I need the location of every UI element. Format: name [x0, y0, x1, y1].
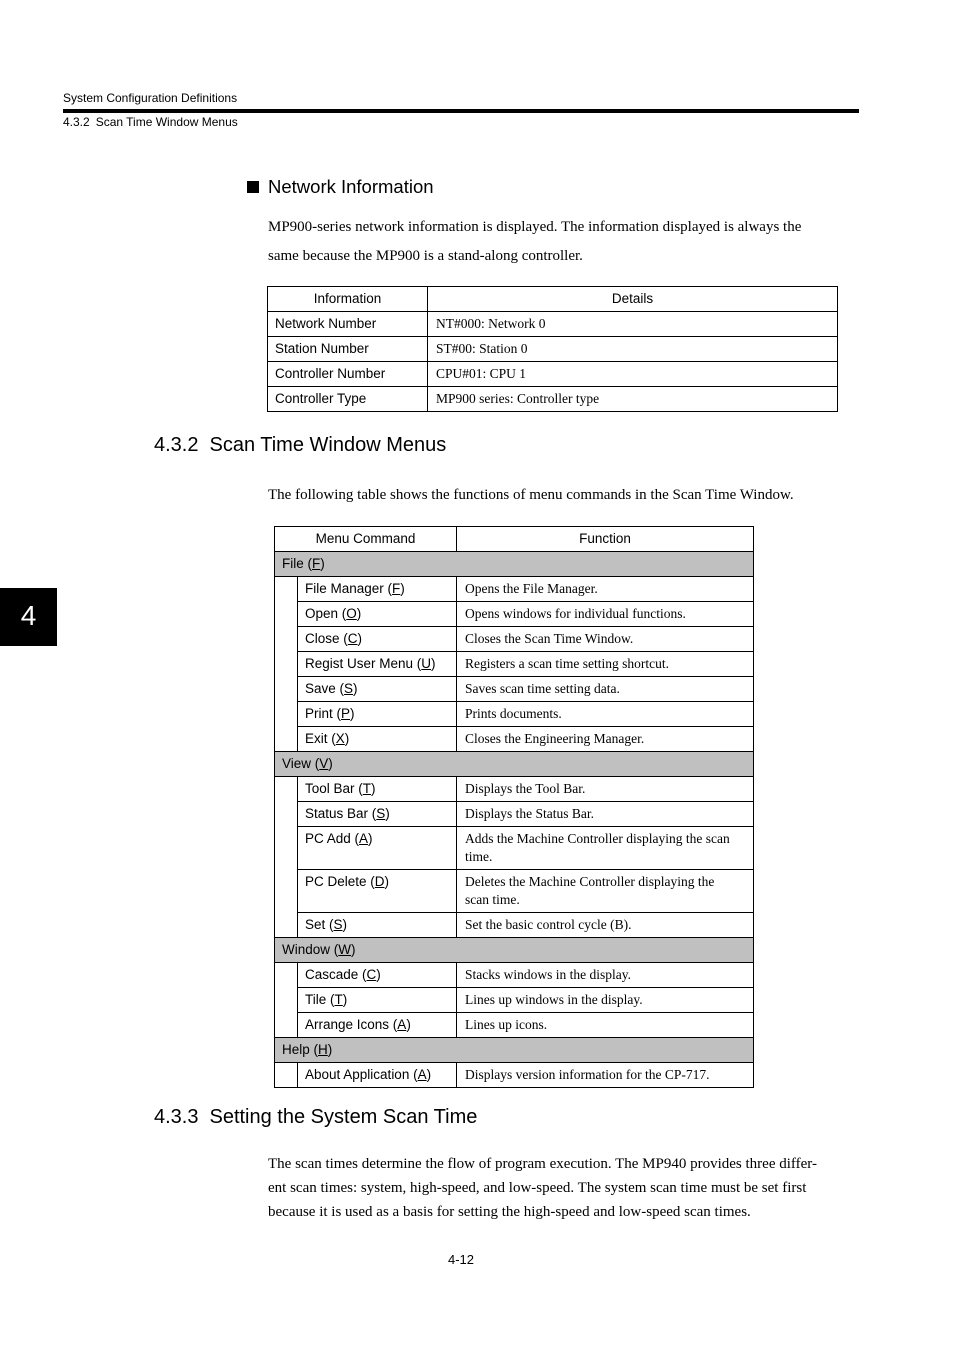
access-key-letter: C	[347, 631, 358, 646]
table-row	[268, 312, 838, 337]
access-key-letter: D	[374, 874, 385, 889]
label-text: About Application (	[305, 1067, 418, 1082]
menu-item-row	[275, 727, 754, 752]
info-value-cell: ST#00: Station 0	[428, 337, 838, 362]
menu-group-row	[275, 552, 754, 577]
menu-command-cell	[298, 1013, 457, 1038]
menu-function-line: Registers a scan time setting shortcut.	[465, 656, 669, 671]
access-key-letter: H	[318, 1042, 328, 1057]
menu-function-line: Lines up windows in the display.	[465, 992, 643, 1007]
label-text: Close (	[305, 631, 348, 646]
label-text: PC Add (	[305, 831, 360, 846]
paragraph-line: ent scan times: system, high-speed, and low-speed. The system scan time must be set first	[268, 1180, 807, 1196]
access-key-letter: W	[338, 942, 352, 957]
label-text: File (	[282, 556, 312, 571]
label-text: Regist User Menu (	[305, 656, 422, 671]
menu-indent-cell	[275, 963, 298, 1038]
label-text: )	[368, 831, 373, 846]
scan-time-paragraph	[268, 1152, 817, 1224]
network-info-heading: Network Information	[268, 176, 434, 197]
access-key-letter: C	[366, 967, 377, 982]
access-key-letter: A	[397, 1017, 407, 1032]
section-title: Scan Time Window Menus	[209, 434, 447, 456]
page-number: 4-12	[447, 1252, 475, 1267]
label-text: )	[384, 874, 390, 889]
info-label-cell: Network Number	[268, 312, 428, 337]
menu-function-cell	[457, 963, 754, 988]
menu-function-cell	[457, 627, 754, 652]
menu-command-cell	[298, 702, 457, 727]
label-text: )	[385, 806, 390, 821]
label-text: )	[353, 681, 358, 696]
label-text: Exit (	[305, 731, 336, 746]
menu-function-line: Opens windows for individual functions.	[465, 606, 686, 621]
section-number: 4.3.2	[154, 434, 199, 456]
label-text: )	[351, 942, 356, 957]
info-value-cell: CPU#01: CPU 1	[428, 362, 838, 387]
label-text: Set (	[305, 917, 334, 932]
label-text: Print (	[305, 706, 342, 721]
access-key-letter: S	[333, 917, 343, 932]
menu-item-row	[275, 802, 754, 827]
menu-item-row	[275, 870, 754, 913]
menu-function-line: Displays version information for the CP-717.	[465, 1067, 710, 1082]
menu-item-row	[275, 913, 754, 938]
menu-item-row	[275, 988, 754, 1013]
menu-intro-paragraph: The following table shows the functions of menu commands in the Scan Time Window.	[268, 487, 794, 503]
access-key-letter: A	[359, 831, 369, 846]
label-text: Cascade (	[305, 967, 367, 982]
table-row	[268, 362, 838, 387]
label-text: )	[357, 631, 363, 646]
running-header-chapter: System Configuration Definitions	[63, 91, 238, 105]
menu-function-line: scan time.	[465, 892, 520, 907]
access-key-letter: T	[362, 781, 372, 796]
menu-function-line: Lines up icons.	[465, 1017, 548, 1032]
menu-function-line: Opens the File Manager.	[465, 581, 598, 596]
paragraph-line: same because the MP900 is a stand-along controller.	[268, 248, 583, 264]
menu-command-cell	[298, 602, 457, 627]
menu-function-line: Displays the Tool Bar.	[465, 781, 586, 796]
column-header-function: Function	[457, 527, 754, 552]
access-key-letter: F	[312, 556, 321, 571]
menu-indent-cell	[275, 1063, 298, 1088]
label-text: Status Bar (	[305, 806, 377, 821]
menu-indent-cell	[275, 577, 298, 752]
label-text: )	[371, 781, 376, 796]
menu-group-row	[275, 938, 754, 963]
column-header-information: Information	[268, 287, 428, 312]
label-text: View (	[282, 756, 320, 771]
access-key-letter: F	[392, 581, 401, 596]
menu-command-cell	[298, 1063, 457, 1088]
header-rule	[63, 109, 859, 113]
label-text: Window (	[282, 942, 339, 957]
info-label-cell: Station Number	[268, 337, 428, 362]
section-title: Setting the System Scan Time	[209, 1106, 478, 1128]
paragraph-line: because it is used as a basis for setting the high-speed and low-speed scan times.	[268, 1204, 751, 1220]
menu-function-line: time.	[465, 849, 493, 864]
table-row	[268, 337, 838, 362]
menu-function-cell	[457, 827, 754, 870]
section-heading-4-3-2	[154, 433, 446, 457]
menu-function-cell	[457, 677, 754, 702]
menu-command-table-body	[275, 527, 754, 1088]
menu-command-cell	[298, 727, 457, 752]
network-info-table-body	[268, 287, 838, 412]
chapter-tab: 4	[0, 588, 57, 646]
info-value-cell: NT#000: Network 0	[428, 312, 838, 337]
menu-group-label	[275, 1038, 754, 1063]
label-text: )	[328, 756, 333, 771]
info-label-cell: Controller Number	[268, 362, 428, 387]
label-text: )	[400, 581, 405, 596]
menu-item-row	[275, 963, 754, 988]
label-text: Save (	[305, 681, 345, 696]
menu-function-line: Closes the Engineering Manager.	[465, 731, 645, 746]
menu-group-label	[275, 938, 754, 963]
menu-function-cell	[457, 602, 754, 627]
label-text: )	[342, 917, 348, 932]
access-key-letter: T	[334, 992, 343, 1007]
menu-item-row	[275, 627, 754, 652]
menu-function-cell	[457, 1013, 754, 1038]
menu-command-cell	[298, 627, 457, 652]
table-header-row	[268, 287, 838, 312]
menu-command-cell	[298, 963, 457, 988]
menu-function-line: Displays the Status Bar.	[465, 806, 595, 821]
menu-function-cell	[457, 777, 754, 802]
menu-function-line: Deletes the Machine Controller displaying the	[465, 874, 715, 889]
section-number: 4.3.3	[154, 1106, 199, 1128]
access-key-letter: O	[346, 606, 357, 621]
section-heading-4-3-3	[154, 1105, 477, 1129]
label-text: )	[320, 556, 325, 571]
menu-function-cell	[457, 727, 754, 752]
menu-item-row	[275, 827, 754, 870]
table-row	[268, 387, 838, 412]
label-text: Arrange Icons (	[305, 1017, 398, 1032]
network-info-table	[267, 286, 838, 412]
label-text: )	[344, 731, 350, 746]
menu-command-cell	[298, 913, 457, 938]
menu-function-line: Set the basic control cycle (B).	[465, 917, 632, 932]
running-header-section	[63, 115, 238, 129]
access-key-letter: X	[335, 731, 345, 746]
network-info-paragraph	[268, 213, 801, 271]
label-text: )	[342, 992, 348, 1007]
menu-function-cell	[457, 1063, 754, 1088]
label-text: )	[376, 967, 381, 982]
paragraph-line: MP900-series network information is displayed. The information displayed is always the	[268, 219, 802, 235]
menu-group-row	[275, 752, 754, 777]
square-bullet-icon	[247, 181, 259, 193]
access-key-letter: V	[319, 756, 329, 771]
menu-command-cell	[298, 988, 457, 1013]
column-header-menu-command: Menu Command	[275, 527, 457, 552]
menu-indent-cell	[275, 777, 298, 938]
running-header-section-number: 4.3.2	[63, 115, 90, 129]
menu-item-row	[275, 652, 754, 677]
menu-function-line: Saves scan time setting data.	[465, 681, 620, 696]
menu-item-row	[275, 702, 754, 727]
menu-item-row	[275, 602, 754, 627]
label-text: Open (	[305, 606, 347, 621]
menu-function-line: Closes the Scan Time Window.	[465, 631, 634, 646]
menu-group-label	[275, 552, 754, 577]
menu-command-table	[274, 526, 754, 1088]
access-key-letter: A	[417, 1067, 427, 1082]
running-header-section-title: Scan Time Window Menus	[95, 115, 238, 129]
menu-group-label	[275, 752, 754, 777]
menu-command-cell	[298, 870, 457, 913]
info-value-cell: MP900 series: Controller type	[428, 387, 838, 412]
menu-function-cell	[457, 802, 754, 827]
label-text: File Manager (	[305, 581, 393, 596]
menu-function-line: Stacks windows in the display.	[465, 967, 632, 982]
label-text: )	[406, 1017, 411, 1032]
menu-command-cell	[298, 652, 457, 677]
menu-item-row	[275, 777, 754, 802]
label-text: )	[356, 606, 362, 621]
label-text: )	[350, 706, 355, 721]
table-header-row	[275, 527, 754, 552]
menu-function-cell	[457, 702, 754, 727]
menu-function-line: Prints documents.	[465, 706, 562, 721]
menu-command-cell	[298, 677, 457, 702]
paragraph-line: The scan times determine the flow of program execution. The MP940 provides three differ-	[268, 1156, 817, 1172]
label-text: Help (	[282, 1042, 319, 1057]
label-text: Tool Bar (	[305, 781, 363, 796]
menu-function-cell	[457, 652, 754, 677]
menu-function-cell	[457, 988, 754, 1013]
menu-group-row	[275, 1038, 754, 1063]
menu-item-row	[275, 1063, 754, 1088]
label-text: )	[327, 1042, 333, 1057]
access-key-letter: U	[421, 656, 432, 671]
menu-function-cell	[457, 577, 754, 602]
menu-command-cell	[298, 802, 457, 827]
access-key-letter: P	[341, 706, 351, 721]
label-text: )	[426, 1067, 432, 1082]
menu-function-cell	[457, 913, 754, 938]
menu-function-line: Adds the Machine Controller displaying the scan	[465, 831, 730, 846]
menu-item-row	[275, 1013, 754, 1038]
menu-command-cell	[298, 577, 457, 602]
menu-command-cell	[298, 777, 457, 802]
column-header-details: Details	[428, 287, 838, 312]
access-key-letter: S	[344, 681, 354, 696]
menu-item-row	[275, 577, 754, 602]
menu-command-cell	[298, 827, 457, 870]
label-text: Tile (	[305, 992, 335, 1007]
info-label-cell: Controller Type	[268, 387, 428, 412]
menu-item-row	[275, 677, 754, 702]
access-key-letter: S	[376, 806, 386, 821]
label-text: PC Delete (	[305, 874, 375, 889]
menu-function-cell	[457, 870, 754, 913]
label-text: )	[431, 656, 436, 671]
